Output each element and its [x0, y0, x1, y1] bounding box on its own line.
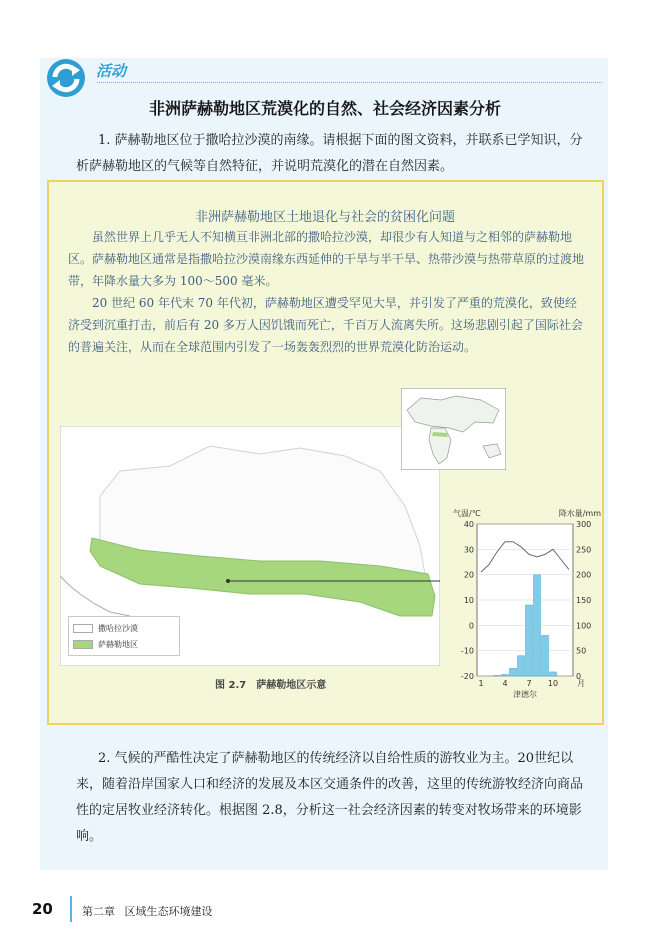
footer-chapter — [82, 903, 213, 919]
figure-number: 图 2.7 — [215, 680, 247, 691]
chapter-number: 第二章 — [82, 905, 115, 918]
legend-swatch-sahara — [73, 624, 93, 633]
legend-label-sahel: 萨赫勒地区 — [98, 639, 138, 649]
precipitation-bar — [542, 635, 549, 676]
y-left-tick-label: 0 — [468, 621, 474, 631]
x-unit-label: 月 — [577, 679, 585, 688]
legend-label-sahara: 撒哈拉沙漠 — [98, 623, 138, 633]
figure-caption — [215, 676, 326, 691]
precipitation-bar — [494, 675, 501, 676]
question-1: 1. 萨赫勒地区位于撒哈拉沙漠的南缘。请根据下面的图文资料，并联系已学知识，分析萨赫勒地区的气候等自然特征，并说明荒漠化的潜在自然因素。 — [76, 133, 583, 174]
footer-divider — [70, 896, 72, 922]
y-left-tick-label: 20 — [463, 570, 474, 580]
legend-item-sahel — [73, 638, 138, 650]
figure-caption-text: 萨赫勒地区示意 — [256, 680, 327, 691]
legend-swatch-sahel — [73, 640, 93, 649]
x-tick-label: 10 — [547, 679, 559, 688]
y-left-tick-label: 10 — [463, 596, 474, 605]
y-right-axis-label: 降水量/mm — [558, 509, 601, 518]
y-left-tick-label: -10 — [460, 646, 474, 656]
reading-box-title: 非洲萨赫勒地区土地退化与社会的贫困化问题 — [194, 210, 455, 225]
y-right-tick-label: 50 — [576, 646, 587, 656]
y-right-tick-label: 200 — [576, 570, 592, 580]
world-inset-map — [401, 388, 506, 470]
page-number: 20 — [32, 900, 53, 918]
legend-item-sahara — [73, 622, 138, 634]
precipitation-bar — [534, 575, 541, 676]
precipitation-bar — [526, 605, 533, 676]
precipitation-bar — [550, 672, 557, 676]
x-tick-label: 7 — [526, 679, 532, 688]
y-left-tick-label: -20 — [460, 672, 474, 681]
y-left-tick-label: 40 — [463, 520, 474, 529]
cycle-arrows-icon — [44, 56, 88, 100]
header-divider — [97, 82, 602, 83]
station-label: 津德尔 — [513, 690, 537, 699]
question-2: 2. 气候的严酷性决定了萨赫勒地区的传统经济以自给性质的游牧业为主。20世纪以来，随着沿岸国家人口和经济的发展及本区交通条件的改善，这里的传统游牧经济向商品性的定居牧业经济转化。根据图 2.8，分析这一社会经济因素的转变对牧场带来的环境影响。 — [76, 751, 584, 844]
y-left-tick-label: 30 — [463, 545, 474, 555]
y-right-tick-label: 300 — [576, 520, 592, 529]
reading-paragraph-1: 虽然世界上几乎无人不知横亘非洲北部的撒哈拉沙漠，却很少有人知道与之相邻的萨赫勒地区。萨赫勒地区通常是指撒哈拉沙漠南缘东西延伸的干旱与半干旱、热带沙漠与热带草原的过渡地带，年降水量大多为 100～500 毫米。 — [68, 230, 585, 288]
y-right-tick-label: 0 — [576, 672, 582, 681]
precipitation-bar — [518, 656, 525, 676]
reading-paragraph-2: 20 世纪 60 年代末 70 年代初，萨赫勒地区遭受罕见大旱，并引发了严重的荒漠化，致使经济受到沉重打击，前后有 20 多万人因饥饿而死亡，千百万人流离失所。这场悲剧引起了国际社会的普遍关注，从而在全球范围内引发了一场轰轰烈烈的世界荒漠化防治运动。 — [68, 296, 583, 354]
y-right-tick-label: 100 — [576, 621, 592, 631]
y-right-tick-label: 250 — [576, 545, 592, 555]
reading-box-text — [68, 226, 585, 358]
y-left-axis-label: 气温/℃ — [453, 509, 481, 518]
x-tick-label: 4 — [502, 679, 508, 688]
precipitation-bar — [510, 668, 517, 676]
precipitation-bar — [502, 674, 509, 676]
x-tick-label: 1 — [478, 679, 484, 688]
station-dot — [226, 579, 230, 583]
map-legend — [68, 616, 180, 656]
y-right-tick-label: 150 — [576, 596, 592, 605]
chapter-title: 区域生态环境建设 — [124, 905, 213, 918]
climate-chart — [445, 500, 605, 700]
activity-label: 活动 — [96, 62, 127, 80]
activity-title: 非洲萨赫勒地区荒漠化的自然、社会经济因素分析 — [148, 99, 501, 118]
